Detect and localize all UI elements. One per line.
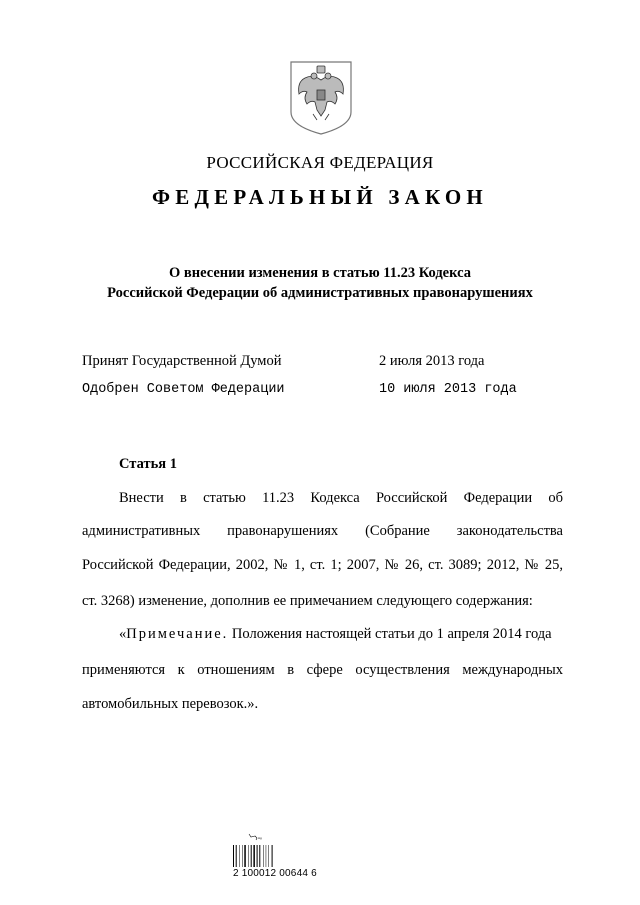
article-text-line: административных правонарушениях (Собрание законодательства	[82, 523, 563, 539]
note-text-line: автомобильных перевозок.».	[82, 696, 259, 712]
law-title-line-2: Российской Федерации об административных правонарушениях	[107, 285, 533, 301]
barcode	[232, 833, 292, 893]
note-open-quote: «	[119, 626, 127, 642]
note-label: Примечание.	[126, 626, 229, 642]
svg-text:Ag: Ag	[258, 836, 262, 840]
duma-adoption-date: 2 июля 2013 года	[379, 353, 485, 369]
council-approval-label: Одобрен Советом Федерации	[82, 382, 285, 397]
duma-adoption-label: Принят Государственной Думой	[82, 353, 282, 369]
coat-of-arms-emblem	[289, 60, 353, 136]
article-text-line: Внести в статью 11.23 Кодекса Российской Федерации об	[119, 490, 563, 506]
note-text-line	[119, 626, 552, 643]
article-text-line: ст. 3268) изменение, дополнив ее примечанием следующего содержания:	[82, 593, 533, 609]
law-title	[0, 263, 640, 303]
article-heading: Статья 1	[119, 456, 177, 472]
note-text-line: применяются к отношениям в сфере осуществления международных	[82, 662, 563, 678]
barcode-number: 2 100012 00644 6	[233, 868, 317, 879]
law-title-line-1: О внесении изменения в статью 11.23 Кодекса	[169, 265, 471, 281]
article-text-line: Российской Федерации, 2002, № 1, ст. 1; 2007, № 26, ст. 3089; 2012, № 25,	[82, 557, 563, 573]
country-title: РОССИЙСКАЯ ФЕДЕРАЦИЯ	[206, 153, 434, 172]
council-approval-date: 10 июля 2013 года	[379, 382, 517, 397]
document-type-title: ФЕДЕРАЛЬНЫЙ ЗАКОН	[152, 185, 488, 209]
note-text: Положения настоящей статьи до 1 апреля 2014 года	[228, 626, 552, 642]
